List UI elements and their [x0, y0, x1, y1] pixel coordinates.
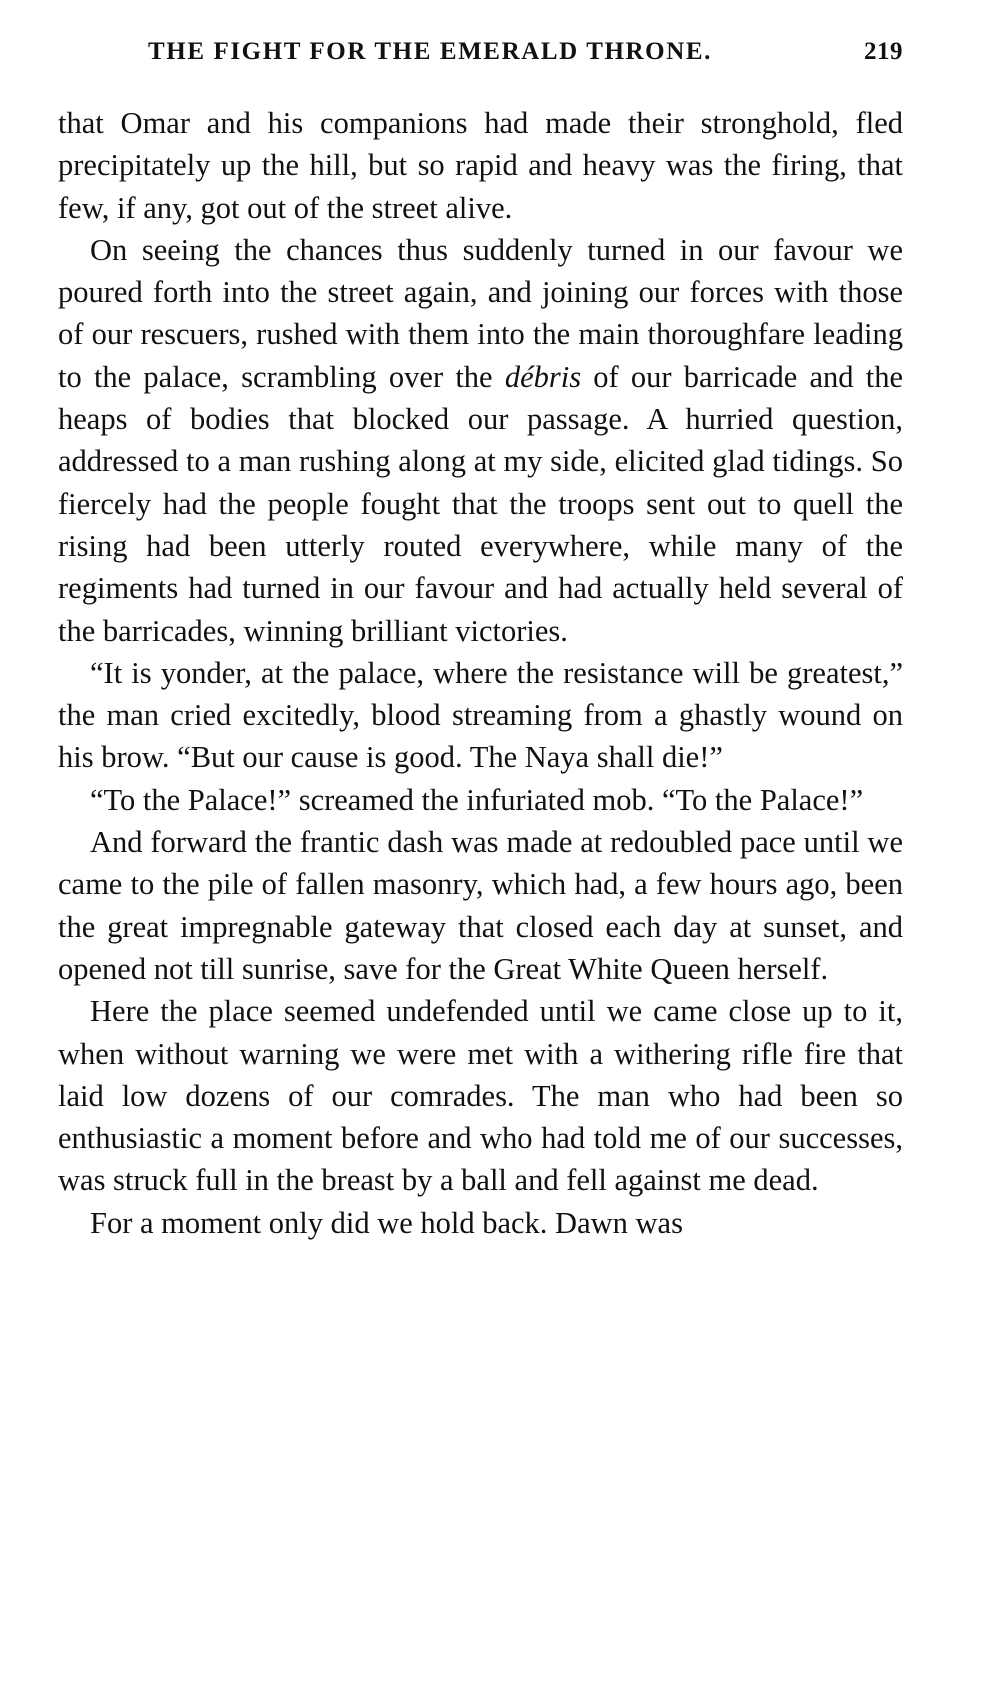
paragraph-5: And forward the frantic dash was made at redoubled pace until we came to the pile of fallen masonry, which had, a few hours ago, been the great impregnable gateway that closed each day at sunset, and opened not till sunrise, save for the Great White Queen herself.: [58, 825, 903, 986]
running-head: [58, 38, 903, 78]
book-page: [58, 38, 903, 1244]
page-number: 219: [864, 38, 903, 65]
paragraph-1: that Omar and his companions had made their stronghold, fled precipitately up the hill, but so rapid and heavy was the firing, that few, if any, got out of the street alive.: [58, 106, 903, 225]
body-text: [58, 102, 903, 1244]
running-title: THE FIGHT FOR THE EMERALD THRONE.: [148, 38, 713, 65]
paragraph-3: “It is yonder, at the palace, where the resistance will be greatest,” the man cried excitedly, blood streaming from a ghastly wound on his brow. “But our cause is good. The Naya shall die!”: [58, 655, 903, 775]
paragraph-7: For a moment only did we hold back. Dawn was: [90, 1205, 683, 1240]
paragraph-4: “To the Palace!” screamed the infuriated mob. “To the Palace!”: [90, 782, 864, 817]
paragraph-2-text-after: of our barricade and the heaps of bodies that blocked our passage. A hurried question, addressed to a man rushing along at my side, elicited glad tidings. So fiercely had the people fought that the troops sent out to quell the rising had been utterly routed everywhere, while many of the regiments had turned in our favour and had actually held several of the barricades, winning brilliant victories.: [58, 359, 903, 648]
paragraph-2-text-before: On seeing the chances thus suddenly turned in our favour we poured forth into the street again, and joining our forces with those of our rescuers, rushed with them into the main thoroughfare leading to the palace, scrambling over the: [58, 232, 903, 394]
paragraph-6: Here the place seemed undefended until we came close up to it, when without warning we were met with a withering rifle fire that laid low dozens of our comrades. The man who had been so enthusiastic a moment before and who had told me of our successes, was struck full in the breast by a ball and fell against me dead.: [58, 994, 903, 1198]
paragraph-2: [58, 229, 903, 652]
paragraph-2-italic-word: débris: [504, 359, 582, 394]
